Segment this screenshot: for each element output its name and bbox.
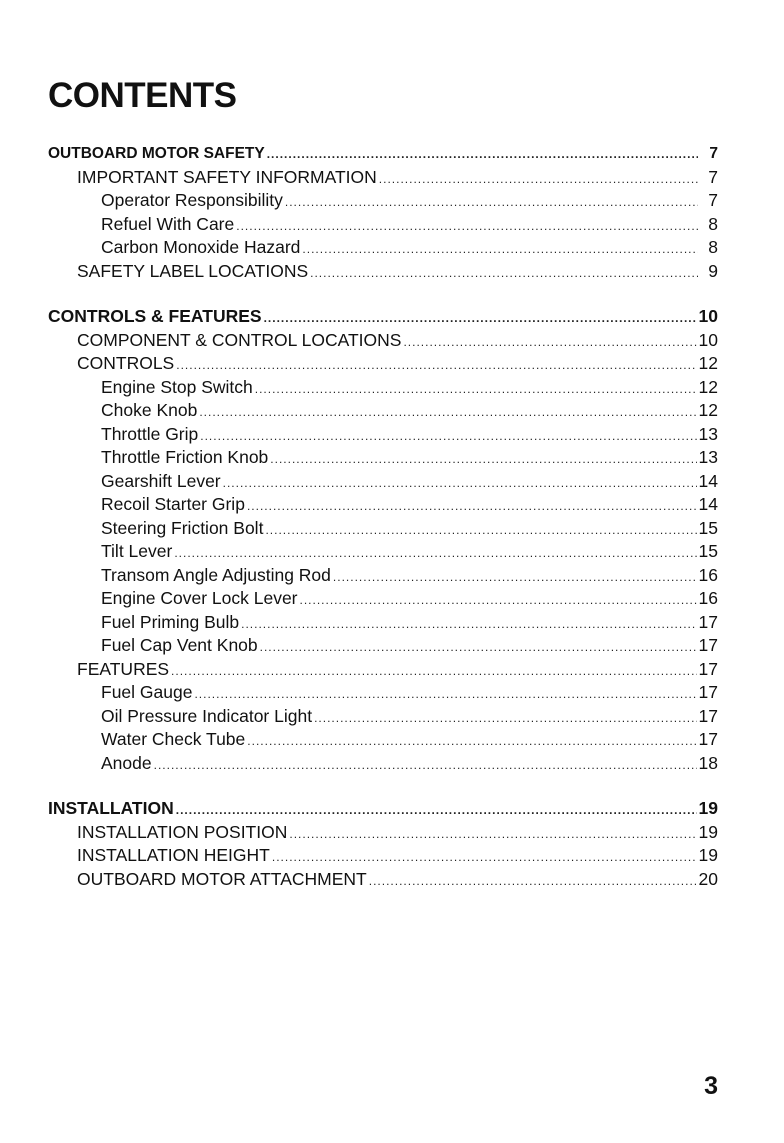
toc-entry-label: IMPORTANT SAFETY INFORMATION (77, 166, 377, 187)
dot-leader (265, 519, 696, 543)
toc-entry-page: 9 (708, 260, 718, 281)
toc-entry[interactable] (48, 446, 718, 470)
toc-entry-label: OUTBOARD MOTOR SAFETY (48, 145, 265, 162)
toc-entry[interactable] (48, 540, 718, 564)
toc-entry[interactable] (48, 681, 718, 705)
toc-entry-page: 12 (698, 376, 718, 397)
toc-entry-label: Operator Responsibility (101, 190, 283, 210)
toc-entry[interactable] (48, 844, 718, 868)
dot-leader (199, 401, 696, 425)
toc-entry-label: CONTROLS & FEATURES (48, 306, 262, 326)
dot-leader (270, 448, 696, 472)
dot-leader (200, 425, 696, 449)
toc-entry-page: 7 (708, 190, 718, 210)
dot-leader (369, 870, 697, 894)
toc-entry[interactable] (48, 166, 718, 190)
toc-entry-page: 12 (698, 400, 718, 420)
toc-entry-page: 14 (698, 470, 718, 491)
toc-entry[interactable] (48, 705, 718, 729)
dot-leader (285, 191, 698, 215)
toc-entry-label: INSTALLATION (48, 798, 174, 818)
toc-entry[interactable] (48, 752, 718, 776)
dot-leader (379, 168, 698, 192)
page-number: 3 (704, 1072, 718, 1100)
dot-leader (154, 754, 697, 778)
toc-entry-label: Carbon Monoxide Hazard (101, 237, 301, 257)
toc-entry[interactable] (48, 634, 718, 658)
toc-entry-label: Choke Knob (101, 400, 198, 420)
toc-entry-label: FEATURES (77, 658, 170, 679)
dot-leader (176, 354, 696, 378)
toc-entry[interactable] (48, 329, 718, 353)
toc-entry-page: 14 (698, 494, 718, 514)
toc-entry-page: 17 (698, 658, 718, 679)
toc-entry-page: 16 (698, 588, 718, 608)
toc-entry-page: 18 (698, 752, 718, 773)
toc-entry-page: 16 (698, 564, 718, 585)
toc-entry-page: 17 (698, 705, 718, 726)
toc-entry-label: Anode (101, 752, 152, 773)
toc-entry-page: 19 (698, 821, 718, 842)
toc-entry[interactable] (48, 399, 718, 423)
toc-entry[interactable] (48, 236, 718, 260)
toc-entry-page: 7 (709, 145, 718, 162)
toc-entry[interactable] (48, 728, 718, 752)
toc-entry-label: Steering Friction Bolt (101, 517, 264, 538)
toc-entry-page: 13 (698, 423, 718, 444)
dot-leader (403, 331, 696, 355)
toc-entry-label: Gearshift Lever (101, 470, 221, 491)
toc-entry[interactable] (48, 352, 718, 376)
toc-section (48, 305, 718, 775)
toc-entry-label: Engine Cover Lock Lever (101, 588, 298, 608)
toc-entry-label: INSTALLATION POSITION (77, 821, 288, 842)
dot-leader (289, 823, 696, 847)
toc-entry-label: OUTBOARD MOTOR ATTACHMENT (77, 868, 367, 889)
dot-leader (174, 542, 696, 566)
dot-leader (310, 262, 698, 286)
dot-leader (302, 238, 698, 262)
toc-entry[interactable] (48, 189, 718, 213)
toc-section (48, 142, 718, 283)
toc-entry-label: Fuel Gauge (101, 682, 193, 702)
toc-entry-page: 19 (698, 845, 718, 865)
toc-entry-label: SAFETY LABEL LOCATIONS (77, 260, 309, 281)
dot-leader (255, 378, 697, 402)
toc-entry[interactable] (48, 587, 718, 611)
dot-leader (247, 730, 696, 754)
dot-leader (176, 799, 697, 823)
page-title: CONTENTS (48, 76, 237, 115)
toc-section-heading[interactable] (48, 305, 718, 329)
toc-entry-label: Engine Stop Switch (101, 376, 253, 397)
toc-entry-label: Water Check Tube (101, 729, 246, 749)
toc-entry-page: 10 (698, 306, 718, 326)
toc-entry[interactable] (48, 517, 718, 541)
dot-leader (223, 472, 697, 496)
dot-leader (264, 307, 697, 331)
toc-section (48, 797, 718, 891)
dot-leader (194, 683, 696, 707)
toc-entry[interactable] (48, 260, 718, 284)
dot-leader (260, 636, 697, 660)
dot-leader (267, 143, 698, 167)
toc-entry-page: 13 (698, 447, 718, 467)
toc-entry-page: 8 (708, 213, 718, 234)
toc-entry-label: Throttle Friction Knob (101, 447, 269, 467)
toc-entry-label: Fuel Cap Vent Knob (101, 635, 258, 655)
toc-entry[interactable] (48, 376, 718, 400)
dot-leader (241, 613, 696, 637)
toc-entry-page: 8 (708, 237, 718, 257)
toc-entry-page: 17 (698, 611, 718, 632)
toc-entry-label: Refuel With Care (101, 213, 235, 234)
toc-entry-label: Throttle Grip (101, 423, 199, 444)
toc-entry-label: INSTALLATION HEIGHT (77, 845, 270, 865)
toc-entry[interactable] (48, 470, 718, 494)
toc-section-heading[interactable] (48, 142, 718, 166)
dot-leader (333, 566, 697, 590)
toc-entry-label: CONTROLS (77, 353, 175, 373)
toc-entry-page: 12 (698, 353, 718, 373)
toc-entry-label: COMPONENT & CONTROL LOCATIONS (77, 329, 402, 350)
dot-leader (171, 660, 696, 684)
toc-entry[interactable] (48, 868, 718, 892)
dot-leader (272, 846, 697, 870)
toc-entry-label: Recoil Starter Grip (101, 494, 245, 514)
dot-leader (300, 589, 697, 613)
toc-entry-label: Tilt Lever (101, 541, 173, 561)
toc-section-heading[interactable] (48, 797, 718, 821)
dot-leader (236, 215, 698, 239)
toc-entry[interactable] (48, 611, 718, 635)
toc-entry[interactable] (48, 821, 718, 845)
toc-entry-page: 10 (698, 329, 718, 350)
toc-entry-page: 15 (698, 517, 718, 538)
toc-entry[interactable] (48, 423, 718, 447)
toc-entry-label: Oil Pressure Indicator Light (101, 705, 313, 726)
toc-entry-page: 17 (698, 682, 718, 702)
toc-entry[interactable] (48, 213, 718, 237)
toc-entry-page: 17 (698, 635, 718, 655)
toc-entry[interactable] (48, 493, 718, 517)
toc-entry-page: 20 (698, 868, 718, 889)
toc-entry-label: Fuel Priming Bulb (101, 611, 240, 632)
table-of-contents (48, 142, 718, 891)
dot-leader (247, 495, 697, 519)
toc-entry-page: 7 (708, 166, 718, 187)
toc-entry-page: 17 (698, 729, 718, 749)
toc-entry[interactable] (48, 658, 718, 682)
toc-entry[interactable] (48, 564, 718, 588)
toc-entry-label: Transom Angle Adjusting Rod (101, 564, 331, 585)
dot-leader (314, 707, 696, 731)
toc-entry-page: 19 (698, 798, 718, 818)
toc-entry-page: 15 (698, 541, 718, 561)
